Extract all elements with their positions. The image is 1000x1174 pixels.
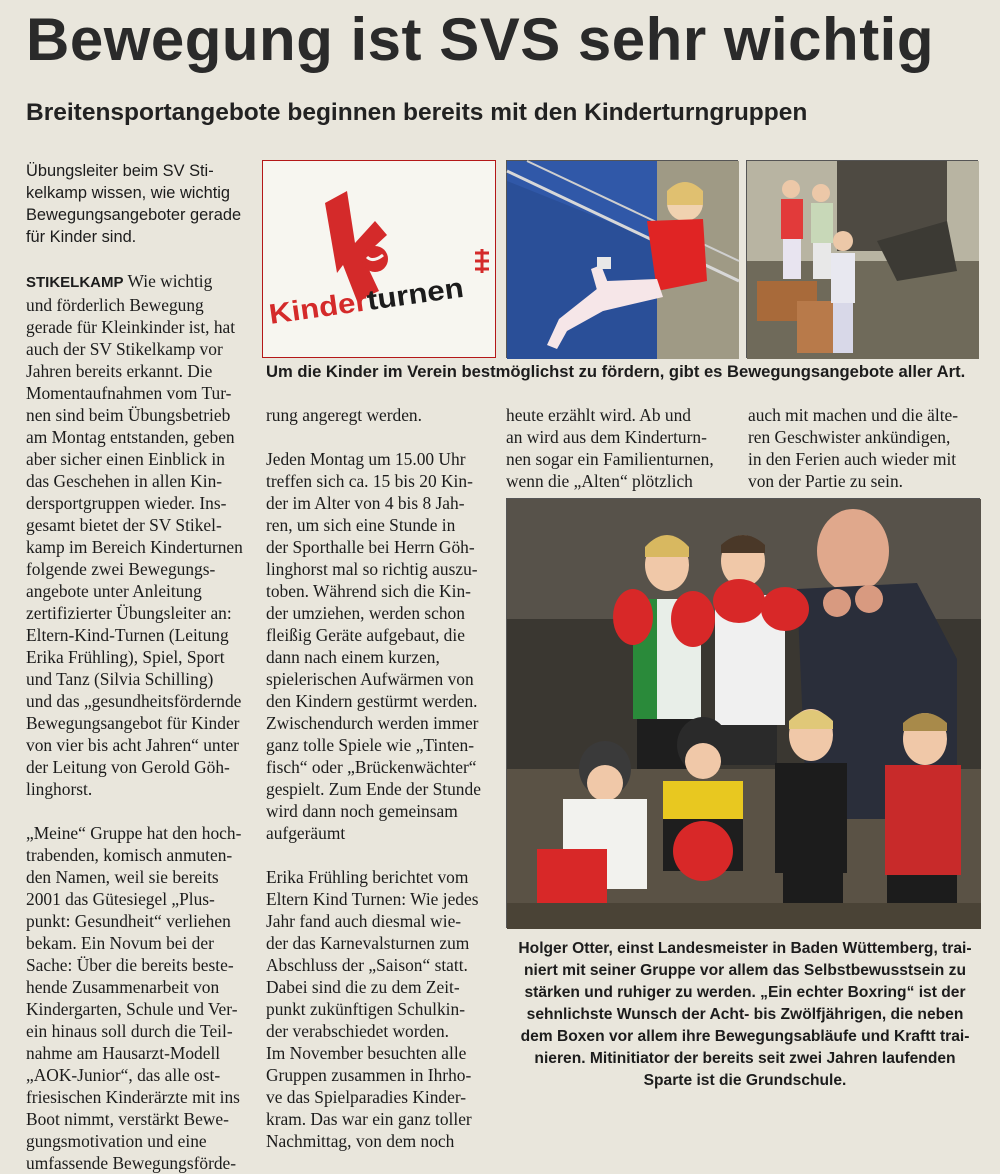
- headline: Bewegung ist SVS sehr wichtig: [26, 6, 934, 73]
- dateline: STIKELKAMP: [26, 274, 124, 291]
- logo-text: Kinder turnen: [267, 273, 456, 330]
- article-paragraph: Erika Frühling berichtet vom Eltern Kind Turnen: Wie jedes Jahr fand auch diesmal wie- der das Karnevalsturnen zum Abschluss der „Saison“ statt. Dabei sind die zu dem Zeit- punkt zukünftigen Schulkin- der verabschiedet worden. Im November besuchten alle Gruppen zusammen in Ihrho- ve das Spielparadies Kinder- kram. Das war ein ganz toller Nachmittag, von dem noch: [266, 867, 479, 1151]
- article-column-1: [26, 160, 258, 1174]
- subheadline: Breitensportangebote beginnen bereits mit den Kinderturngruppen: [26, 99, 808, 126]
- article-paragraph: rung angeregt werden.: [266, 405, 422, 425]
- article-paragraph: Jeden Montag um 15.00 Uhr treffen sich ca. 15 bis 20 Kin- der im Alter von 4 bis 8 Jah- ren, um sich eine Stunde in der Sporthalle bei Herrn Göh- linghorst mal so richtig auszu- toben. Während sich die Kin- der umziehen, werden schon fleißig Geräte aufgebaut, die dann nach einem kurzen, spielerischen Aufwärmen von den Kindern gestürmt werden. Zwischendurch werden immer ganz tolle Spiele wie „Tinten- fisch“ oder „Brückenwächter“ gespielt. Zum Ende der Stunde wird dann noch gemeinsam aufgeräumt: [266, 449, 481, 843]
- intro-paragraph: Übungsleiter beim SV Sti- kelkamp wissen, wie wichtig Bewegungsangeboter gerade für Kinder sind.: [26, 162, 242, 246]
- photo-children-gym: [746, 160, 978, 358]
- kinderturnen-logo-graphic: [263, 161, 495, 357]
- photo-boxing-group: [506, 498, 980, 928]
- article-paragraph: „Meine“ Gruppe hat den hoch- trabenden, komisch anmuten- den Namen, weil sie bereits 2001 das Gütesiegel „Plus- punkt: Gesundheit“ verliehen bekam. Ein Novum bei der Sache: Über die bereits beste- hende Zusammenarbeit von Kindergarten, Schule und Ver- ein hinaus soll durch die Teil- nahme am Hausarzt-Modell „AOK-Junior“, das alle ost- friesischen Kinderärzte mit ins Boot nimmt, verstärkt Bewe- gungsmotivation und eine umfassende Bewegungsförde-: [26, 823, 242, 1173]
- kinderturnen-logo: [262, 160, 496, 358]
- article-column-2: [266, 404, 498, 1152]
- photo-girl-climbing: [506, 160, 738, 358]
- article-column-4: [748, 404, 984, 492]
- article-paragraph: auch mit machen und die älte- ren Geschwister ankündigen, in den Ferien auch wieder mit von der Partie zu sein.: [748, 405, 959, 491]
- article-column-3: [506, 404, 742, 492]
- caption-bottom: Holger Otter, einst Landesmeister in Baden Wüttemberg, trai- niert mit seiner Gruppe vor allem das Selbstbewusstsein zu stärken und ruhiger zu werden. „Ein echter Boxring“ ist der sehnlichste Wunsch der Acht- bis Zwölfjährigen, die neben dem Boxen vor allem ihre Bewegungsabläufe und Kraftt trai- nieren. Mitinitiator der bereits seit zwei Jahren laufenden Sparte ist die Grundschule.: [518, 940, 972, 1089]
- article-paragraph: STIKELKAMP Wie wichtig und förderlich Bewegung gerade für Kleinkinder ist, hat auch der SV Stikelkamp vor Jahren bereits erkannt. Die Momentaufnahmen vom Tur- nen sind beim Übungsbetrieb am Montag entstanden, geben aber sicher einen Einblick in das Geschehen in allen Kin- dersportgruppen wieder. Ins- gesamt bietet der SV Stikel- kamp im Bereich Kinderturnen folgende zwei Bewegungs- angebote unter Anleitung zertifizierter Übungsleiter an: Eltern-Kind-Turnen (Leitung Erika Frühling), Spiel, Sport und Tanz (Silvia Schilling) und das „gesundheitsfördernde Bewegungsangebot für Kinder von vier bis acht Jahren“ unter der Leitung von Gerold Göh- linghorst.: [26, 271, 243, 799]
- caption-top: Um die Kinder im Verein bestmöglichst zu fördern, gibt es Bewegungsangebote aller Art.: [266, 362, 966, 381]
- article-paragraph: heute erzählt wird. Ab und an wird aus dem Kinderturn- nen sogar ein Familienturnen, wenn die „Alten“ plötzlich: [506, 405, 714, 491]
